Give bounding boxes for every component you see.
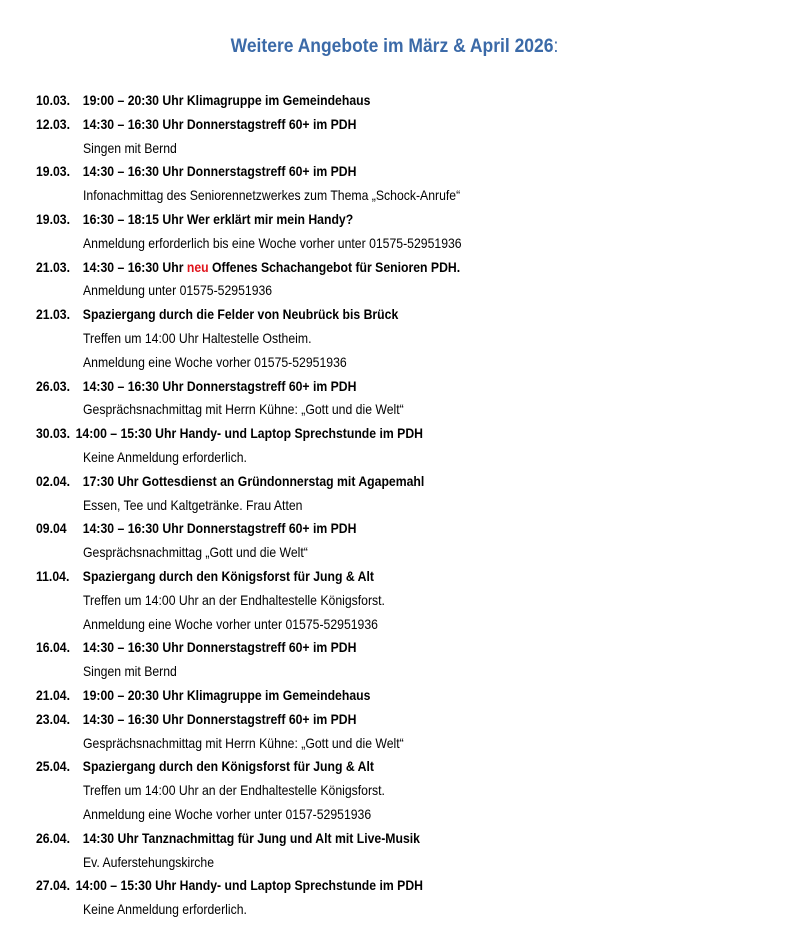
event-detail: Keine Anmeldung erforderlich. <box>83 449 247 465</box>
event-title: Spaziergang durch den Königsforst für Jung & Alt <box>82 568 374 584</box>
event-line <box>36 755 776 779</box>
event-date: 02.04. <box>36 473 71 489</box>
event-detail: Gesprächsnachmittag mit Herrn Kühne: „Gott und die Welt“ <box>83 735 404 751</box>
title-colon: : <box>553 36 559 57</box>
event-title: 19:00 – 20:30 Uhr Klimagruppe im Gemeindehaus <box>82 687 371 703</box>
event-title: 14:30 Uhr Tanznachmittag für Jung und Alt mit Live-Musik <box>82 830 420 846</box>
event-line <box>36 303 776 327</box>
event-title: 14:30 – 16:30 Uhr Donnerstagstreff 60+ im PDH <box>82 164 357 180</box>
event-detail: Treffen um 14:00 Uhr an der Endhaltestelle Königsforst. <box>83 783 385 799</box>
event-line <box>36 517 776 541</box>
event-line <box>36 375 776 399</box>
event-date: 21.03. <box>36 259 71 275</box>
event-detail: Infonachmittag des Seniorennetzwerkes zum Thema „Schock-Anrufe“ <box>83 188 461 204</box>
event-date: 21.03. <box>36 307 71 323</box>
event-line <box>36 470 776 494</box>
event-detail: Anmeldung eine Woche vorher unter 01575-52951936 <box>83 616 378 632</box>
event-detail: Essen, Tee und Kaltgetränke. Frau Atten <box>83 497 303 513</box>
event-line <box>36 89 776 113</box>
event-title: Spaziergang durch den Königsforst für Jung & Alt <box>82 759 374 775</box>
event-title-start: 14:30 – 16:30 Uhr <box>82 259 184 275</box>
event-date: 26.04. <box>36 830 71 846</box>
event-detail: Singen mit Bernd <box>83 140 177 156</box>
page-title <box>32 36 758 58</box>
event-line <box>36 827 776 851</box>
event-line <box>36 636 776 660</box>
event-date: 11.04. <box>36 568 70 584</box>
event-date: 19.03. <box>36 164 71 180</box>
event-detail: Anmeldung unter 01575-52951936 <box>83 283 273 299</box>
event-title: 17:30 Uhr Gottesdienst an Gründonnerstag mit Agapemahl <box>82 473 425 489</box>
event-date: 10.03. <box>36 93 71 108</box>
event-date: 21.04. <box>36 687 71 703</box>
event-line <box>36 256 776 280</box>
event-line <box>36 874 776 898</box>
event-line <box>36 422 776 446</box>
event-title: 14:30 – 16:30 Uhr Donnerstagstreff 60+ im PDH <box>82 640 357 656</box>
event-line <box>36 708 776 732</box>
new-badge: neu <box>186 259 209 275</box>
event-date: 30.03. <box>36 426 71 442</box>
event-line <box>36 684 776 708</box>
event-detail: Treffen um 14:00 Uhr Haltestelle Ostheim. <box>83 330 312 346</box>
title-text: Weitere Angebote im März & April 2026 <box>230 36 554 57</box>
event-date: 12.03. <box>36 116 71 132</box>
event-detail: Singen mit Bernd <box>83 664 177 680</box>
event-title: Spaziergang durch die Felder von Neubrück bis Brück <box>82 307 399 323</box>
event-detail: Ev. Auferstehungskirche <box>83 854 215 870</box>
event-line <box>36 160 776 184</box>
event-detail: Anmeldung eine Woche vorher unter 0157-52951936 <box>83 806 372 822</box>
event-detail: Gesprächsnachmittag „Gott und die Welt“ <box>83 545 308 561</box>
event-line <box>36 208 776 232</box>
event-title: 14:30 – 16:30 Uhr Donnerstagstreff 60+ im PDH <box>82 711 357 727</box>
event-title: 19:00 – 20:30 Uhr Klimagruppe im Gemeindehaus <box>82 93 371 108</box>
event-list <box>36 89 776 922</box>
event-title: 16:30 – 18:15 Uhr Wer erklärt mir mein Handy? <box>82 211 354 227</box>
event-title: 14:30 – 16:30 Uhr Donnerstagstreff 60+ im PDH <box>82 378 357 394</box>
event-date: 19.03. <box>36 211 71 227</box>
event-detail: Gesprächsnachmittag mit Herrn Kühne: „Gott und die Welt“ <box>83 402 404 418</box>
event-title: 14:30 – 16:30 Uhr Donnerstagstreff 60+ im PDH <box>82 521 357 537</box>
event-date: 26.03. <box>36 378 71 394</box>
event-date: 16.04. <box>36 640 71 656</box>
event-detail: Anmeldung erforderlich bis eine Woche vorher unter 01575-52951936 <box>83 235 462 251</box>
event-line <box>36 113 776 137</box>
event-title: 14:30 – 16:30 Uhr Donnerstagstreff 60+ im PDH <box>82 116 357 132</box>
event-date: 27.04. <box>36 878 71 894</box>
event-title: 14:00 – 15:30 Uhr Handy- und Laptop Sprechstunde im PDH <box>75 426 423 442</box>
event-detail: Treffen um 14:00 Uhr an der Endhaltestelle Königsforst. <box>83 592 385 608</box>
event-date: 23.04. <box>36 711 71 727</box>
event-title: 14:00 – 15:30 Uhr Handy- und Laptop Sprechstunde im PDH <box>75 878 423 894</box>
event-detail: Anmeldung eine Woche vorher 01575-52951936 <box>83 354 347 370</box>
event-detail: Keine Anmeldung erforderlich. <box>83 902 247 918</box>
event-date: 09.04 <box>36 521 67 537</box>
event-line <box>36 565 776 589</box>
event-date: 25.04. <box>36 759 71 775</box>
event-title-end: Offenes Schachangebot für Senioren PDH. <box>212 259 461 275</box>
